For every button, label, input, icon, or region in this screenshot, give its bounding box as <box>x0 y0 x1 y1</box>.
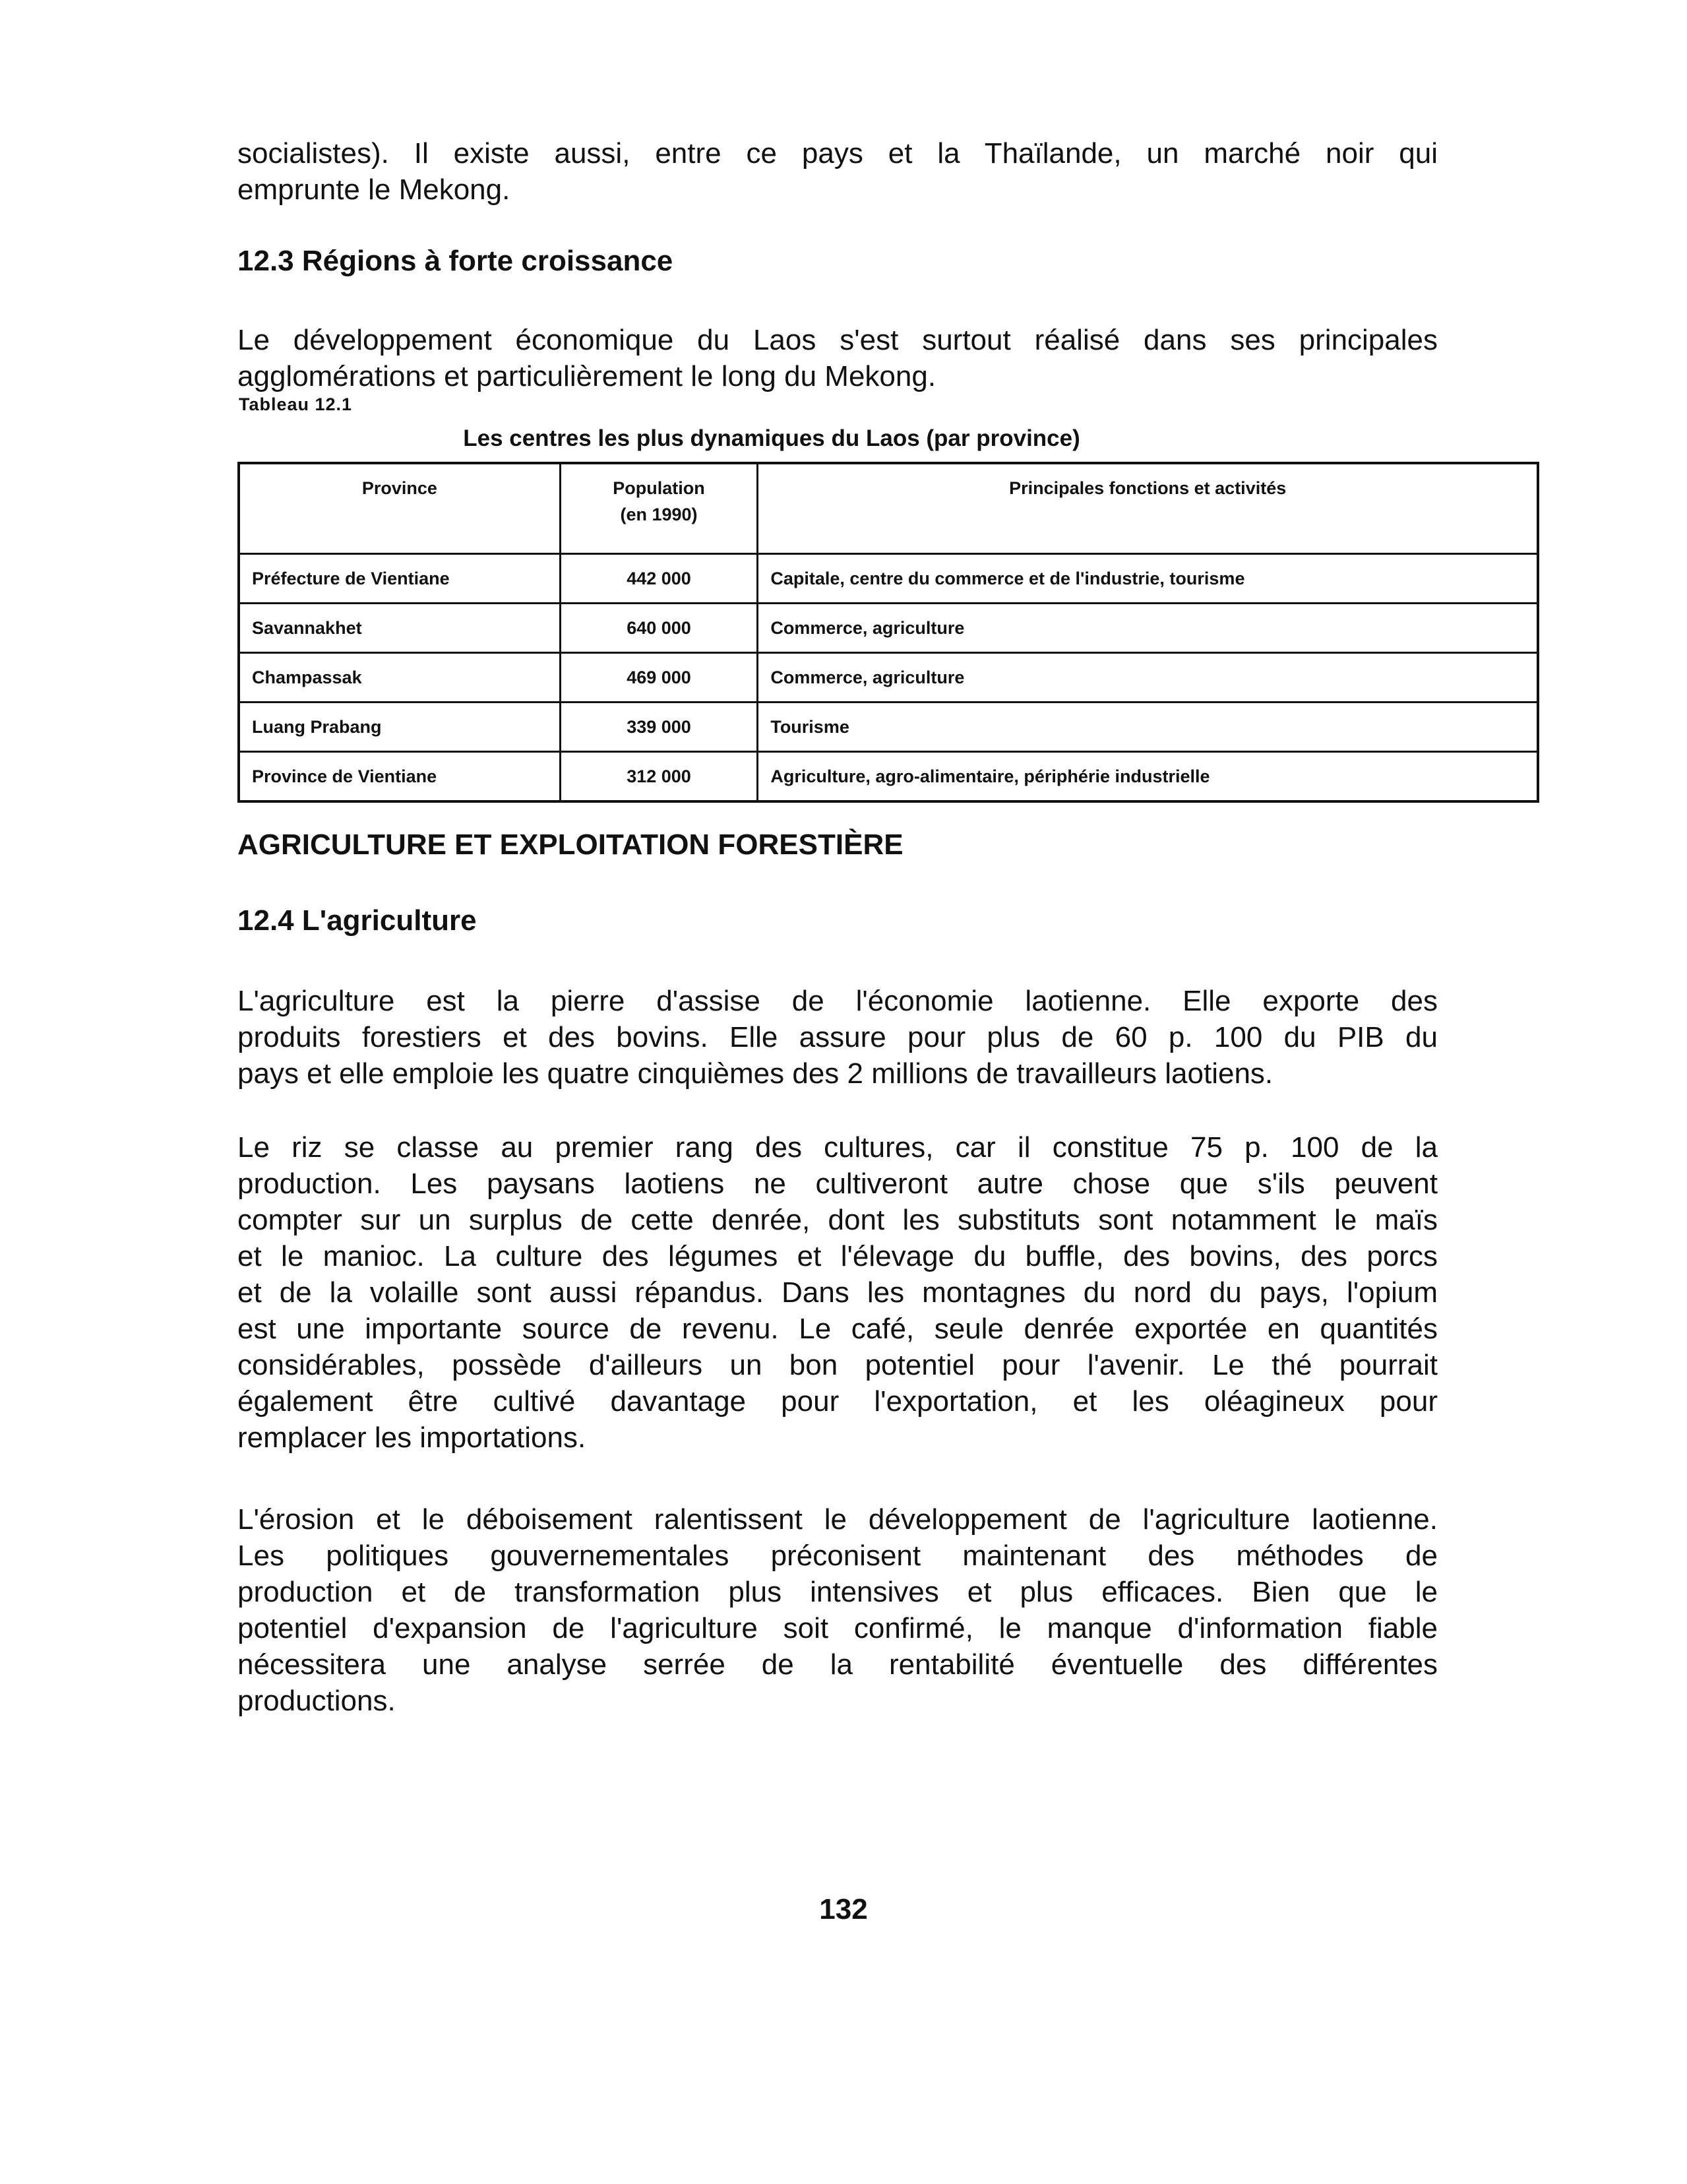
header-province: Province <box>239 463 560 554</box>
table-header-row <box>239 463 1538 554</box>
cell-province: Champassak <box>239 653 560 702</box>
provinces-table <box>237 462 1539 803</box>
section-12-3-paragraph <box>237 322 1438 394</box>
cell-functions: Tourisme <box>758 702 1538 752</box>
cell-province: Province de Vientiane <box>239 752 560 802</box>
p2-line: également être cultivé davantage pour l'exportation, et les oléagineux pour <box>237 1385 1438 1418</box>
p1-line: produits forestiers et des bovins. Elle assure pour plus de 60 p. 100 du PIB du <box>237 1021 1438 1053</box>
table-row <box>239 604 1538 653</box>
cell-functions: Commerce, agriculture <box>758 653 1538 702</box>
cell-province: Préfecture de Vientiane <box>239 554 560 604</box>
cell-population: 339 000 <box>560 702 758 752</box>
cell-province: Luang Prabang <box>239 702 560 752</box>
p3-line: potentiel d'expansion de l'agriculture soit confirmé, le manque d'information fiable <box>237 1612 1438 1644</box>
p3-line: Les politiques gouvernementales préconisent maintenant des méthodes de <box>237 1540 1438 1572</box>
cell-population: 442 000 <box>560 554 758 604</box>
header-functions: Principales fonctions et activités <box>758 463 1538 554</box>
p3-line: L'érosion et le déboisement ralentissent le développement de l'agriculture laotienne. <box>237 1503 1438 1536</box>
cell-population: 312 000 <box>560 752 758 802</box>
section-12-3-line-1: Le développement économique du Laos s'est surtout réalisé dans ses principales <box>237 324 1438 356</box>
agriculture-section-heading: AGRICULTURE ET EXPLOITATION FORESTIÈRE <box>237 828 904 861</box>
p3-line: production et de transformation plus intensives et plus efficaces. Bien que le <box>237 1576 1438 1608</box>
intro-line-1: socialistes). Il existe aussi, entre ce pays et la Thaïlande, un marché noir qui <box>237 137 1438 170</box>
table-label: Tableau 12.1 <box>239 394 353 414</box>
p2-line: production. Les paysans laotiens ne cultiveront autre chose que s'ils peuvent <box>237 1168 1438 1200</box>
p2-line: et le manioc. La culture des légumes et l'élevage du buffle, des bovins, des porcs <box>237 1240 1438 1272</box>
cell-functions: Commerce, agriculture <box>758 604 1538 653</box>
p2-line: est une importante source de revenu. Le café, seule denrée exportée en quantités <box>237 1313 1438 1345</box>
table-row <box>239 554 1538 604</box>
cell-functions: Capitale, centre du commerce et de l'industrie, tourisme <box>758 554 1538 604</box>
section-12-4-paragraph-2 <box>237 1129 1438 1456</box>
section-12-4-paragraph-1 <box>237 983 1438 1092</box>
table-row <box>239 702 1538 752</box>
p2-line: Le riz se classe au premier rang des cultures, car il constitue 75 p. 100 de la <box>237 1131 1438 1164</box>
cell-population: 469 000 <box>560 653 758 702</box>
table-row <box>239 752 1538 802</box>
section-12-4-heading: 12.4 L'agriculture <box>237 904 477 937</box>
header-population-line2: (en 1990) <box>620 505 698 524</box>
table-row <box>239 653 1538 702</box>
cell-province: Savannakhet <box>239 604 560 653</box>
p3-line: nécessitera une analyse serrée de la rentabilité éventuelle des différentes <box>237 1648 1438 1681</box>
cell-population: 640 000 <box>560 604 758 653</box>
header-population-line1: Population <box>613 478 705 498</box>
p2-line: remplacer les importations. <box>237 1421 586 1454</box>
section-12-3-line-2: agglomérations et particulièrement le long du Mekong. <box>237 360 936 392</box>
section-12-3-heading: 12.3 Régions à forte croissance <box>237 245 673 277</box>
intro-line-2: emprunte le Mekong. <box>237 173 510 206</box>
p2-line: considérables, possède d'ailleurs un bon potentiel pour l'avenir. Le thé pourrait <box>237 1349 1438 1381</box>
intro-paragraph <box>237 135 1438 208</box>
cell-functions: Agriculture, agro-alimentaire, périphérie industrielle <box>758 752 1538 802</box>
section-12-4-paragraph-3 <box>237 1501 1438 1719</box>
p1-line: L'agriculture est la pierre d'assise de l'économie laotienne. Elle exporte des <box>237 985 1438 1017</box>
p3-line: productions. <box>237 1685 396 1717</box>
page-number: 132 <box>819 1893 868 1925</box>
p2-line: compter sur un surplus de cette denrée, dont les substituts sont notamment le maïs <box>237 1204 1438 1236</box>
header-population <box>560 463 758 554</box>
p2-line: et de la volaille sont aussi répandus. Dans les montagnes du nord du pays, l'opium <box>237 1276 1438 1309</box>
table-title: Les centres les plus dynamiques du Laos (par province) <box>463 425 1080 451</box>
p1-line: pays et elle emploie les quatre cinquièmes des 2 millions de travailleurs laotiens. <box>237 1057 1273 1090</box>
